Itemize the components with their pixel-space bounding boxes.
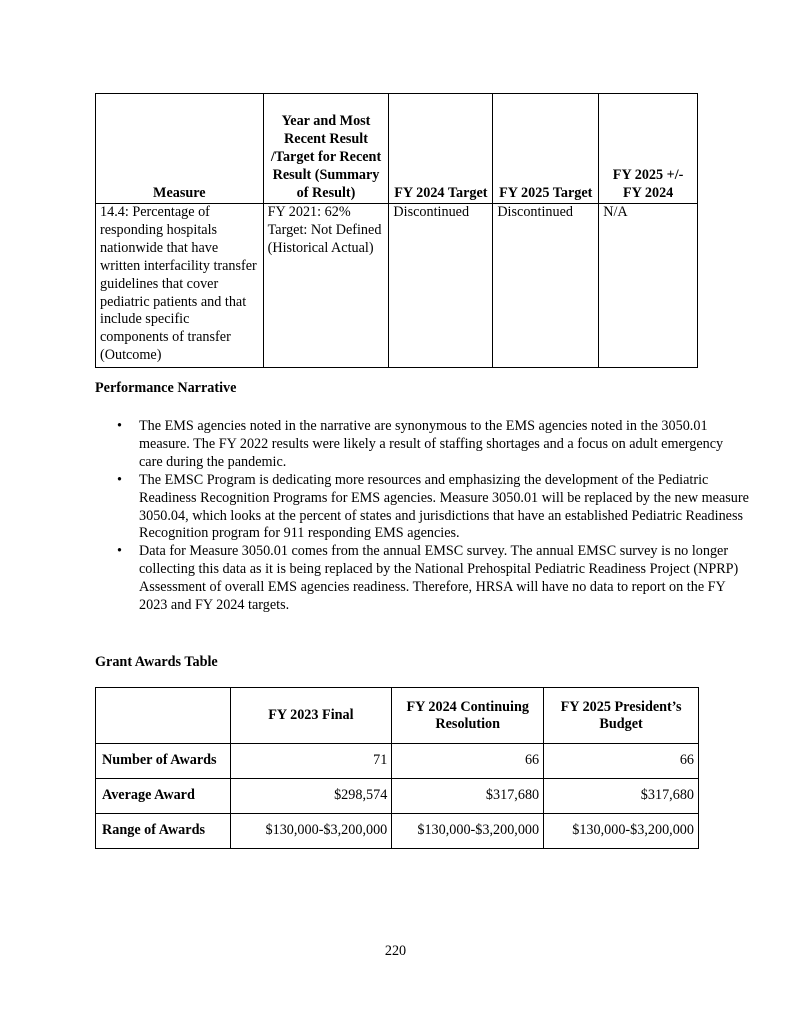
table-cell: $130,000-$3,200,000 [230,814,392,849]
narrative-list [95,418,749,615]
grant-awards-heading: Grant Awards Table [95,654,218,670]
header-fy2023-final: FY 2023 Final [230,688,392,744]
row-label-range-of-awards: Range of Awards [96,814,231,849]
measure-table [95,93,698,368]
table-cell: $317,680 [544,779,699,814]
list-item: • The EMS agencies noted in the narrative are synonymous to the EMS agencies noted in the 3050.01 measure. The FY 2022 results were likely a result of staffing shortages and a focus on adult emergency care during the pandemic. [139,418,749,472]
measure-cell: 14.4: Percentage of responding hospitals nationwide that have written interfacility transfer guidelines that cover pediatric patients and that include specific components of transfer (Outcome) [96,204,264,368]
header-fy2025-target: FY 2025 Target [493,94,599,204]
fy2024-target-cell: Discontinued [389,204,493,368]
table-row [96,814,699,849]
header-fy2025-vs-fy2024: FY 2025 +/- FY 2024 [599,94,698,204]
table-row [96,744,699,779]
row-label-number-of-awards: Number of Awards [96,744,231,779]
fy2025-target-cell: Discontinued [493,204,599,368]
table-cell: $130,000-$3,200,000 [544,814,699,849]
header-fy2025-pb: FY 2025 President’s Budget [544,688,699,744]
grant-table-header-row [96,688,699,744]
table-row [96,779,699,814]
list-item: • Data for Measure 3050.01 comes from the annual EMSC survey. The annual EMSC survey is no longer collecting this data as it is being replaced by the National Prehospital Pediatric Readiness Project (NPRP) Assessment of overall EMS agencies readiness. Therefore, HRSA will have no data to report on the FY 2023 and FY 2024 targets. [139,543,749,615]
table-cell: 71 [230,744,392,779]
grant-awards-table [95,687,699,849]
diff-cell: N/A [599,204,698,368]
list-item: • The EMSC Program is dedicating more resources and emphasizing the development of the Pediatric Readiness Recognition Programs for EMS agencies. Measure 3050.01 will be replaced by the new measure 3050.04, which looks at the percent of states and jurisdictions that have an established Pediatric Readiness Recognition program for 911 responding EMS agencies. [139,472,749,544]
header-measure: Measure [96,94,264,204]
recent-result-cell: FY 2021: 62% Target: Not Defined (Historical Actual) [263,204,389,368]
table-cell: $317,680 [392,779,544,814]
table-cell: $298,574 [230,779,392,814]
header-empty [96,688,231,744]
table-cell: 66 [392,744,544,779]
table-cell: 66 [544,744,699,779]
page-number: 220 [384,943,407,959]
table-row [96,204,698,368]
row-label-average-award: Average Award [96,779,231,814]
measure-table-header-row [96,94,698,204]
header-recent-result: Year and Most Recent Result /Target for Recent Result (Summary of Result) [263,94,389,204]
table-cell: $130,000-$3,200,000 [392,814,544,849]
header-fy2024-cr: FY 2024 Continuing Resolution [392,688,544,744]
performance-narrative-heading: Performance Narrative [95,380,237,396]
header-fy2024-target: FY 2024 Target [389,94,493,204]
